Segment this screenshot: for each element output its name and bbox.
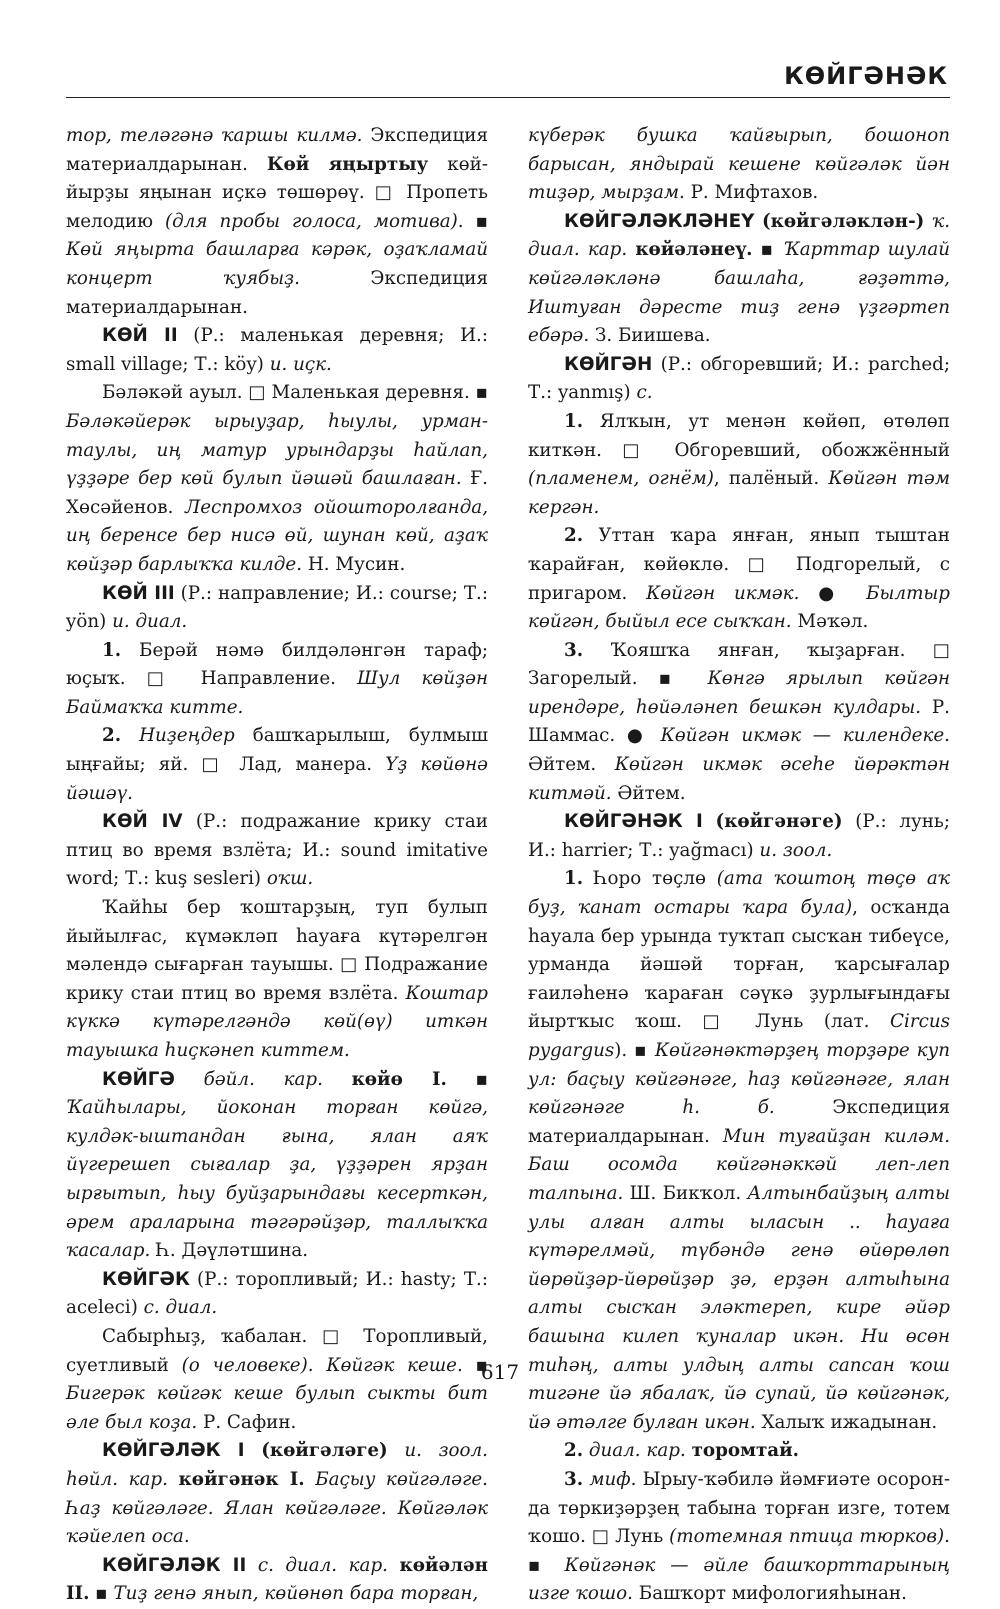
dictionary-entry: 1. Һоро төҫлө (ата ҡоштоң төҫө аҡ буҙ, ҡанат остары ҡара була), осҡанда һауала бер урында туҡтап сысҡан тибеүсе, урманда йәшәй торған, ҡарсығалар ғаиләһенә ҡараған сәүкә ҙурлығындағы йыртҡыс ҡош. □ Лунь (лат. Circus pygargus). ▪ Көйгәнәктәрҙең торҙәре куп ул: баҫыу көйгәнәге, һаҙ көйгәнәге, ялан көйгәнәге һ. б. Экспедиция материалдарынан. Мин туғайҙан киләм. Баш осомда көйгәнәккәй леп-леп талпына. Ш. Бикҡол. Алтынбайҙың алты улы алған алты ыласын .. һауаға күтәрелмәй, түбәндә генә өйөрөлөп йөрөйҙәр-йөрөйҙәр ҙә, ерҙән алтыһына алты сысҡан эләктереп, кире әйәр башына килеп ҡуналар икән. Ни өсөн тиһәң, алты улдың алты сапсан ҡош тигәне йә ябалаҡ, йә супай, йә көйгәнәк, йә әтәлге булған икән. Халыҡ ижадынан. bbox=[528, 868, 951, 1433]
dictionary-entry: 2. диал. кар. торомтай. bbox=[564, 1440, 800, 1462]
dictionary-entry: 1. Берәй нәмә билдәләнгән тараф; юҫыҡ. □ Направление. Шул көйҙән Баймаҡҡа киттe. bbox=[66, 639, 488, 718]
dictionary-entry: 2. Уттан ҡара янған, янып тыштан ҡарайған, көйөклө. □ Подгорелый, с пригаром. Көйгән икмәк. ● Былтыр көйгән, быйыл есе сыҡҡан. Мәҡәл. bbox=[528, 525, 950, 633]
dictionary-entry: тор, теләгәнә ҡаршы килмә. Экспедиция материалдарынан. Көй яңыртыу көй-йырҙы яңынан иҫкә төшөрөү. □ Пропеть мелодию (для пробы голоса, мотива). ▪ Көй яңырта башларға кәрәк, оҙаҡламай концерт ҡуябыҙ. Экспедиция материалдарынан. bbox=[66, 125, 488, 318]
dictionary-entry: Сабырһыҙ, ҡабалан. □ Торопливый, суетливый (о человеке). Көйгәк кеше. ▪ Бигерәк көйгәк кеше булып сыкты бит әле был коҙа. Р. Сафин. bbox=[66, 1325, 488, 1433]
dictionary-entry: КӨЙГӘЛӘК I (көйгәләге) и. зоол. һөйл. кар. көйгәнәк I. Баҫыу көйгәләге. Һаҙ көйгәләге. Ялан көйгәләге. Көйгәләк ҡәйелеп оса. bbox=[66, 1440, 488, 1548]
right-column bbox=[528, 122, 950, 1609]
dictionary-entry: КӨЙГӘН (Р.: обгоревший; И.: parched; Т.: yanmış) с. bbox=[528, 353, 950, 404]
dictionary-entry: 3. миф. Ырыу-ҡәбилә йәмғиәте осоронда төркиҙәрҙең табына торған изге, тотем ҡошо. □ Лунь (тотемная птица тюрков). ▪ Көйгәнәк — әйле башҡорттарының изге ҡошо. Башҡорт мифологияһынан. bbox=[528, 1468, 951, 1605]
running-head: КӨЙГӘНӘК bbox=[784, 62, 948, 90]
dictionary-entry: Ҡайһы бер ҡоштарҙың, туп булып йыйылғас, күмәкләп һауаға күтәрелгән мәлендә сығарған тауышы. □ Подражание крику стаи птиц во время взлёта. Коштар күккә күтәрелгәндә көй(өү) иткән тауышка һиҫкәнеп киттем. bbox=[66, 897, 488, 1061]
page-number: 617 bbox=[480, 1360, 520, 1384]
dictionary-entry: КӨЙГӘЛӘК II с. диал. кар. көйәлән II. ▪ Тиҙ генә янып, көйөнөп бара торған, bbox=[66, 1554, 489, 1605]
dictionary-entry: КӨЙ III (Р.: направление; И.: course; Т.: yön) и. диал. bbox=[66, 582, 488, 633]
dictionary-entry: 2. Ниҙеңдер башҡарылыш, булмыш ыңғайы; яй. □ Лад, манера. Үҙ көйөнә йәшәү. bbox=[66, 725, 488, 804]
dictionary-entry: күберәк бушка ҡайғырып, бошоноп барысан, яндырай кешене көйгәләк йән тиҙәр, мырҙам. Р. Мифтахов. bbox=[528, 125, 950, 204]
header-rule bbox=[66, 97, 950, 98]
dictionary-entry: КӨЙ II (Р.: маленькая деревня; И.: small village; Т.: köy) и. иҫк. bbox=[66, 325, 488, 375]
dictionary-entry: КӨЙГӘНӘК I (көйгәнәге) (Р.: лунь; И.: harrier; Т.: yağmacı) и. зоол. bbox=[528, 811, 951, 861]
dictionary-entry: КӨЙГӘК (Р.: торопливый; И.: hasty; Т.: aceleci) с. диал. bbox=[66, 1268, 488, 1319]
dictionary-entry: КӨЙ IV (Р.: подражание крику стаи птиц во время взлёта; И.: sound imitative word; Т.: kuş sesleri) оҡш. bbox=[66, 811, 488, 890]
left-column bbox=[66, 122, 488, 1609]
dictionary-entry: 3. Ҡояшҡа янған, ҡыҙарған. □ Загорелый. ▪ Көнгә ярылып көйгән ирендәре, һөйәләнеп бешкән кулдары. Р. Шаммас. ● Көйгән икмәк — килендеке. Әйтем. Көйгән икмәк әсеһе йөрәктән китмәй. Әйтем. bbox=[528, 639, 950, 804]
dictionary-entry: Бәләкәй ауыл. □ Маленькая деревня. ▪ Бәләкәйерәк ырыуҙар, һыулы, урман-таулы, иң матур урындарҙы һайлап, үҙҙәре бер көй булып йәшәй башлаған. Ғ. Хөсәйенов. Леспромхоз ойошторолғанда, иң беренсе бер нисә өй, шунан көй, аҙаҡ көйҙәр барлыҡҡа килде. Н. Мусин. bbox=[66, 382, 488, 575]
dictionary-entry: 1. Ялҡын, ут менән көйөп, өтөлөп киткән. □ Обгоревший, обожжённый (пламенем, огнём), палёный. Көйгән тәм кергән. bbox=[528, 410, 950, 518]
dictionary-entry: КӨЙГӘ бәйл. кар. көйө I. ▪ Ҡайһылары, йоконан торған көйгә, кулдәк-ыштандан ғына, ялан аяҡ йүгерешеп сығалар ҙа, үҙҙәрен ярҙан ырғытып, һыу буйҙарындағы кесерткән, әрем араларына тәгәрәйҙәр, таллыҡҡа ҡасалар. Һ. Дәүләтшина. bbox=[66, 1068, 489, 1262]
dictionary-entry: КӨЙГӘЛӘКЛӘНЕҮ (көйгәләклән-) ҡ. диал. кар. көйәләнеү. ▪ Ҡарттар шулай көйгәләкләнә башлаһа, ғәҙәттә, Иштуған дәресте тиҙ генә үҙгәртеп ебәрә. З. Биишева. bbox=[528, 210, 951, 347]
